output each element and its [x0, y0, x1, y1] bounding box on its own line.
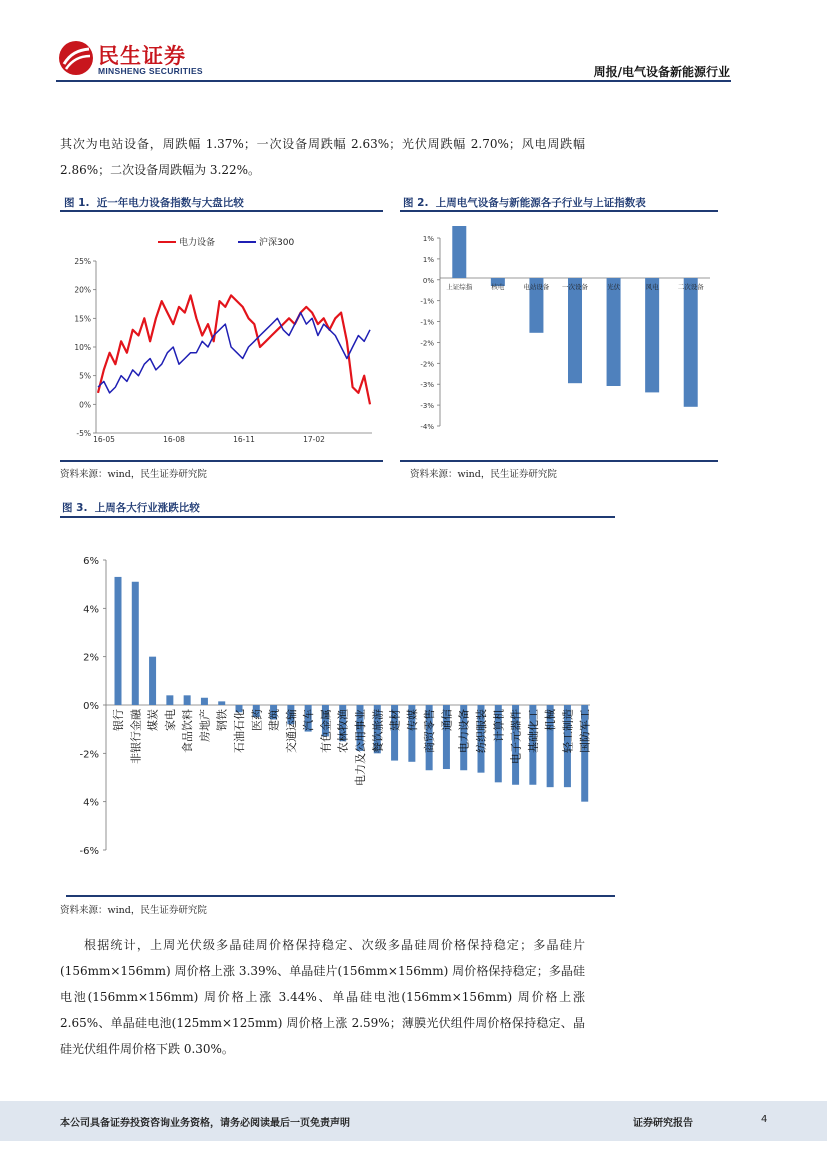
y-tick-label: -2%: [79, 749, 99, 761]
bar-一次设备: [568, 278, 582, 383]
category-label: 建材: [388, 709, 402, 731]
minsheng-logo-icon: [58, 40, 94, 76]
category-label: 餐饮旅游: [371, 709, 385, 753]
category-label: 电站设备: [523, 283, 550, 291]
fig1-title-text: 近一年电力设备指数与大盘比较: [96, 197, 244, 209]
y-tick-label: 0%: [79, 400, 91, 410]
category-label: 电力及公用事业: [354, 709, 367, 786]
bar-家电: [166, 695, 173, 705]
legend-label-0: 电力设备: [179, 238, 216, 248]
fig3-label: 图 3.: [62, 502, 88, 514]
category-label: 银行: [112, 709, 125, 731]
category-label: 核电: [491, 283, 505, 291]
x-tick-label: 16-11: [233, 435, 255, 444]
category-label: 石油石化: [233, 709, 246, 753]
category-label: 传媒: [405, 709, 419, 731]
category-label: 通信: [440, 709, 454, 731]
category-label: 二次设备: [677, 283, 704, 291]
bar-钢铁: [218, 701, 225, 705]
fig1-bottom-rule: [60, 460, 383, 462]
category-label: 建筑: [267, 709, 281, 731]
category-label: 机械: [544, 709, 558, 731]
y-tick-label: 6%: [83, 556, 99, 567]
fig1-title: [64, 195, 244, 210]
fig3-title-text: 上周各大行业涨跌比较: [94, 502, 200, 514]
intro-paragraph: 其次为电站设备，周跌幅 1.37%；一次设备周跌幅 2.63%；光伏周跌幅 2.70%；风电周跌幅 2.86%；二次设备周跌幅为 3.22%。: [60, 137, 585, 177]
y-tick-label: 1%: [422, 255, 434, 264]
y-tick-label: 0%: [83, 701, 99, 712]
category-label: 一次设备: [562, 283, 588, 291]
page-number: 4: [761, 1114, 768, 1125]
fig3-title-rule: [60, 516, 615, 518]
category-label: 光伏: [607, 283, 621, 291]
bar-银行: [115, 577, 122, 705]
fig3-bottom-rule: [66, 895, 615, 897]
category-label: 电力设备: [457, 709, 471, 753]
category-label: 家电: [163, 709, 177, 731]
x-tick-label: 16-05: [93, 435, 115, 444]
y-tick-label: -1%: [420, 297, 434, 306]
bar-食品饮料: [184, 695, 191, 705]
category-label: 汽车: [302, 709, 316, 731]
x-tick-label: 17-02: [303, 435, 325, 444]
y-tick-label: -2%: [420, 339, 434, 348]
fig1-label: 图 1.: [64, 197, 90, 209]
y-tick-label: 20%: [74, 285, 91, 295]
fig2-title: [403, 195, 646, 210]
fig2-title-text: 上周电气设备与新能源各子行业与上证指数表: [435, 197, 646, 209]
category-label: 上证综指: [446, 283, 473, 291]
bar-煤炭: [149, 657, 156, 705]
fig2-label: 图 2.: [403, 197, 429, 209]
series-line-csi300: [98, 313, 370, 393]
category-label: 煤炭: [146, 709, 160, 731]
bar-二次设备: [684, 278, 698, 407]
category-label: 有色金属: [319, 709, 333, 753]
category-label: 风电: [645, 283, 659, 291]
fig2-source: 资料来源：wind，民生证券研究院: [410, 469, 557, 480]
y-tick-label: 4%: [83, 797, 99, 809]
fig2-bar-chart: [400, 226, 718, 458]
header-divider: [56, 80, 731, 82]
report-title: 周报/电气设备新能源行业: [593, 65, 730, 79]
fig3-title: [62, 500, 200, 515]
y-tick-label: -4%: [420, 423, 434, 431]
category-label: 电子元器件: [509, 709, 523, 764]
bar-上证综指: [452, 226, 466, 278]
category-label: 医药: [250, 709, 264, 731]
fig2-bottom-rule: [400, 460, 718, 462]
y-tick-label: 25%: [74, 257, 91, 266]
y-tick-label: 1%: [422, 235, 434, 243]
fig3-source: 资料来源：wind，民生证券研究院: [60, 905, 207, 916]
bar-房地产: [201, 698, 208, 705]
category-label: 交通运输: [284, 709, 298, 753]
y-tick-label: 5%: [79, 371, 91, 381]
y-tick-label: 10%: [74, 343, 91, 352]
y-tick-label: 0%: [422, 276, 434, 285]
y-tick-label: 4%: [83, 604, 99, 616]
bar-风电: [645, 278, 659, 392]
y-tick-label: -3%: [420, 402, 434, 411]
category-label: 轻工制造: [561, 709, 575, 753]
y-tick-label: -1%: [420, 318, 434, 327]
category-label: 钢铁: [215, 709, 229, 731]
category-label: 基础化工: [526, 709, 540, 753]
bar-光伏: [607, 278, 621, 386]
y-tick-label: -2%: [420, 360, 434, 369]
logo-name-cn: 民生证券: [98, 44, 186, 68]
y-tick-label: 2%: [83, 652, 99, 664]
y-tick-label: -6%: [79, 846, 99, 857]
fig1-source: 资料来源：wind，民生证券研究院: [60, 469, 207, 480]
category-label: 食品饮料: [181, 709, 195, 753]
footer-report-type: 证券研究报告: [633, 1118, 693, 1129]
category-label: 商贸零售: [423, 709, 437, 753]
fig2-title-rule: [400, 210, 718, 212]
category-label: 国防军工: [578, 709, 592, 753]
category-label: 非银行金融: [129, 709, 143, 764]
y-tick-label: 15%: [74, 314, 91, 324]
x-tick-label: 16-08: [163, 435, 185, 444]
fig1-line-chart: [60, 226, 383, 458]
fig1-title-rule: [60, 210, 383, 212]
category-label: 计算机: [492, 709, 506, 742]
footer-disclaimer: 本公司具备证券投资咨询业务资格，请务必阅读最后一页免责声明: [60, 1118, 350, 1129]
closing-paragraph: 根据统计，上周光伏级多晶硅周价格保持稳定、次级多晶硅周价格保持稳定；多晶硅片(156mm×156mm) 周价格上涨 3.39%、单晶硅片(156mm×156mm) 周价格保持稳定；多晶硅电池(156mm×156mm) 周价格上涨 3.44%、单晶硅电池(156mm×156mm) 周价格上涨 2.65%、单晶硅电池(125mm×125mm) 周价格上涨 2.59%；薄膜光伏组件周价格保持稳定、晶硅光伏组件周价格下跌 0.30%。: [60, 938, 585, 1056]
y-tick-label: -3%: [420, 381, 434, 390]
category-label: 房地产: [198, 709, 212, 742]
logo-name-en: MINSHENG SECURITIES: [98, 66, 203, 76]
bar-非银行金融: [132, 582, 139, 705]
legend-label-1: 沪深300: [259, 238, 295, 248]
y-tick-label: -5%: [76, 429, 91, 438]
fig3-bar-chart: [60, 540, 615, 890]
category-label: 农林牧渔: [336, 709, 350, 753]
category-label: 纺织服装: [475, 709, 488, 753]
